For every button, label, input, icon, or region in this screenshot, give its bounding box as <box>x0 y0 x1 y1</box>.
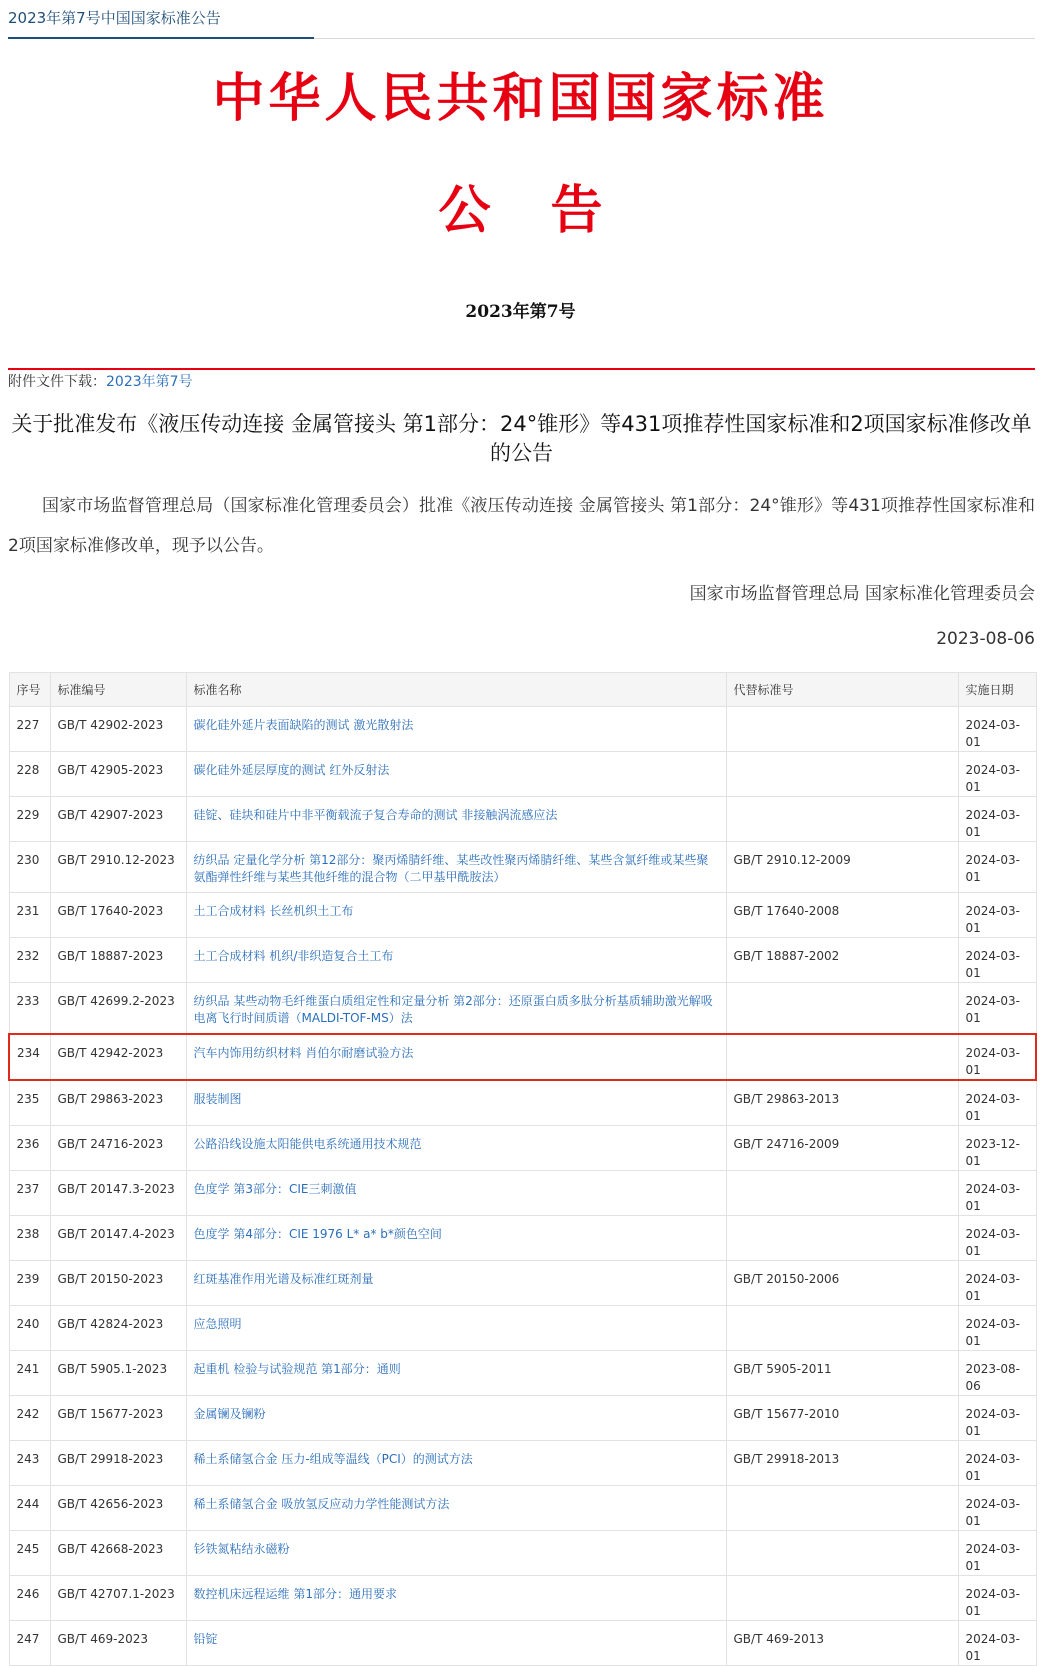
cell-code: GB/T 42824-2023 <box>50 1306 186 1351</box>
cell-code: GB/T 17640-2023 <box>50 893 186 938</box>
cell-date: 2024-03-01 <box>958 938 1036 983</box>
cell-replaces <box>726 1034 958 1080</box>
cell-name-link[interactable]: 公路沿线设施太阳能供电系统通用技术规范 <box>186 1126 726 1171</box>
table-row <box>9 1171 1036 1216</box>
cell-name-link[interactable]: 碳化硅外延层厚度的测试 红外反射法 <box>186 752 726 797</box>
cell-code: GB/T 42668-2023 <box>50 1531 186 1576</box>
cell-date: 2023-12-01 <box>958 1126 1036 1171</box>
issue-number: 2023年第7号 <box>465 302 576 322</box>
cell-replaces: GB/T 18887-2002 <box>726 938 958 983</box>
cell-code: GB/T 42707.1-2023 <box>50 1576 186 1621</box>
cell-name-link[interactable]: 服装制图 <box>186 1080 726 1126</box>
cell-date: 2024-03-01 <box>958 1216 1036 1261</box>
cell-code: GB/T 20147.3-2023 <box>50 1171 186 1216</box>
cell-replaces <box>726 707 958 752</box>
cell-no: 235 <box>9 1080 50 1126</box>
table-row <box>9 707 1036 752</box>
notice-title: 关于批准发布《液压传动连接 金属管接头 第1部分：24°锥形》等431项推荐性国家标准和2项国家标准修改单的公告 <box>11 412 1032 465</box>
cell-date: 2024-03-01 <box>958 842 1036 893</box>
cell-code: GB/T 20150-2023 <box>50 1261 186 1306</box>
table-row <box>9 893 1036 938</box>
cell-no: 241 <box>9 1351 50 1396</box>
breadcrumb-bar <box>8 0 1035 39</box>
table-row <box>9 1621 1036 1666</box>
table-row <box>9 797 1036 842</box>
table-row <box>9 1441 1036 1486</box>
cell-name-link[interactable]: 金属镧及镧粉 <box>186 1396 726 1441</box>
table-row <box>9 1306 1036 1351</box>
column-header-date: 实施日期 <box>958 673 1036 707</box>
table-row <box>9 1216 1036 1261</box>
table-row-highlighted <box>9 1034 1036 1080</box>
notice-signer: 国家市场监督管理总局 国家标准化管理委员会 <box>689 584 1035 604</box>
cell-name-link[interactable]: 土工合成材料 长丝机织土工布 <box>186 893 726 938</box>
cell-code: GB/T 42905-2023 <box>50 752 186 797</box>
standards-table <box>8 672 1037 1666</box>
table-row <box>9 752 1036 797</box>
cell-code: GB/T 29863-2023 <box>50 1080 186 1126</box>
table-header-row <box>9 673 1036 707</box>
red-divider <box>8 368 1035 370</box>
attachment-line <box>8 371 193 391</box>
cell-date: 2024-03-01 <box>958 707 1036 752</box>
cell-replaces <box>726 1306 958 1351</box>
table-row <box>9 983 1036 1035</box>
cell-no: 247 <box>9 1621 50 1666</box>
cell-code: GB/T 29918-2023 <box>50 1441 186 1486</box>
cell-date: 2024-03-01 <box>958 983 1036 1035</box>
cell-no: 239 <box>9 1261 50 1306</box>
cell-no: 236 <box>9 1126 50 1171</box>
cell-replaces: GB/T 29918-2013 <box>726 1441 958 1486</box>
cell-replaces <box>726 1576 958 1621</box>
cell-date: 2024-03-01 <box>958 1576 1036 1621</box>
cell-replaces: GB/T 20150-2006 <box>726 1261 958 1306</box>
cell-name-link[interactable]: 稀土系储氢合金 压力-组成等温线（PCI）的测试方法 <box>186 1441 726 1486</box>
cell-replaces <box>726 797 958 842</box>
cell-name-link[interactable]: 碳化硅外延片表面缺陷的测试 激光散射法 <box>186 707 726 752</box>
cell-name-link[interactable]: 稀土系储氢合金 吸放氢反应动力学性能测试方法 <box>186 1486 726 1531</box>
cell-no: 229 <box>9 797 50 842</box>
cell-name-link[interactable]: 硅锭、硅块和硅片中非平衡载流子复合寿命的测试 非接触涡流感应法 <box>186 797 726 842</box>
cell-no: 228 <box>9 752 50 797</box>
cell-no: 244 <box>9 1486 50 1531</box>
table-row <box>9 938 1036 983</box>
document-subtitle: 公告 <box>438 180 663 241</box>
cell-no: 242 <box>9 1396 50 1441</box>
cell-code: GB/T 15677-2023 <box>50 1396 186 1441</box>
cell-replaces <box>726 1216 958 1261</box>
cell-code: GB/T 42699.2-2023 <box>50 983 186 1035</box>
cell-date: 2024-03-01 <box>958 1034 1036 1080</box>
cell-date: 2024-03-01 <box>958 1441 1036 1486</box>
cell-name-link[interactable]: 应急照明 <box>186 1306 726 1351</box>
cell-code: GB/T 24716-2023 <box>50 1126 186 1171</box>
cell-code: GB/T 42902-2023 <box>50 707 186 752</box>
cell-date: 2024-03-01 <box>958 752 1036 797</box>
cell-no: 245 <box>9 1531 50 1576</box>
notice-date: 2023-08-06 <box>936 629 1035 649</box>
table-row <box>9 1126 1036 1171</box>
attachment-label: 附件文件下载： <box>8 374 106 390</box>
cell-no: 243 <box>9 1441 50 1486</box>
cell-date: 2024-03-01 <box>958 1306 1036 1351</box>
cell-date: 2023-08-06 <box>958 1351 1036 1396</box>
table-row <box>9 1486 1036 1531</box>
cell-no: 232 <box>9 938 50 983</box>
cell-code: GB/T 42942-2023 <box>50 1034 186 1080</box>
cell-code: GB/T 18887-2023 <box>50 938 186 983</box>
column-header-replaces: 代替标准号 <box>726 673 958 707</box>
cell-name-link[interactable]: 纺织品 某些动物毛纤维蛋白质组定性和定量分析 第2部分：还原蛋白质多肽分析基质辅助激光解吸电离飞行时间质谱（MALDI-TOF-MS）法 <box>186 983 726 1035</box>
cell-date: 2024-03-01 <box>958 1396 1036 1441</box>
cell-date: 2024-03-01 <box>958 1261 1036 1306</box>
breadcrumb[interactable]: 2023年第7号中国国家标准公告 <box>8 9 221 27</box>
cell-replaces: GB/T 2910.12-2009 <box>726 842 958 893</box>
table-row <box>9 1531 1036 1576</box>
cell-no: 233 <box>9 983 50 1035</box>
cell-name-link[interactable]: 土工合成材料 机织/非织造复合土工布 <box>186 938 726 983</box>
cell-date: 2024-03-01 <box>958 893 1036 938</box>
cell-no: 230 <box>9 842 50 893</box>
cell-code: GB/T 5905.1-2023 <box>50 1351 186 1396</box>
cell-date: 2024-03-01 <box>958 1531 1036 1576</box>
cell-no: 227 <box>9 707 50 752</box>
cell-name-link[interactable]: 数控机床远程运维 第1部分：通用要求 <box>186 1576 726 1621</box>
cell-no: 246 <box>9 1576 50 1621</box>
cell-replaces <box>726 752 958 797</box>
cell-name-link[interactable]: 钐铁氮粘结永磁粉 <box>186 1531 726 1576</box>
cell-date: 2024-03-01 <box>958 1171 1036 1216</box>
cell-code: GB/T 469-2023 <box>50 1621 186 1666</box>
notice-body: 国家市场监督管理总局（国家标准化管理委员会）批准《液压传动连接 金属管接头 第1部分：24°锥形》等431项推荐性国家标准和2项国家标准修改单，现予以公告。 <box>8 496 1035 556</box>
table-row <box>9 1080 1036 1126</box>
cell-no: 238 <box>9 1216 50 1261</box>
table-row <box>9 1396 1036 1441</box>
column-header-code: 标准编号 <box>50 673 186 707</box>
document-main-title: 中华人民共和国国家标准 <box>212 68 829 129</box>
cell-no: 240 <box>9 1306 50 1351</box>
cell-replaces: GB/T 15677-2010 <box>726 1396 958 1441</box>
cell-date: 2024-03-01 <box>958 797 1036 842</box>
cell-replaces: GB/T 24716-2009 <box>726 1126 958 1171</box>
table-row <box>9 1261 1036 1306</box>
column-header-name: 标准名称 <box>186 673 726 707</box>
cell-code: GB/T 42907-2023 <box>50 797 186 842</box>
cell-name-link[interactable]: 起重机 检验与试验规范 第1部分：通则 <box>186 1351 726 1396</box>
cell-date: 2024-03-01 <box>958 1080 1036 1126</box>
cell-code: GB/T 2910.12-2023 <box>50 842 186 893</box>
cell-replaces <box>726 1171 958 1216</box>
cell-replaces: GB/T 29863-2013 <box>726 1080 958 1126</box>
cell-replaces: GB/T 469-2013 <box>726 1621 958 1666</box>
cell-no: 237 <box>9 1171 50 1216</box>
cell-name-link[interactable]: 红斑基准作用光谱及标准红斑剂量 <box>186 1261 726 1306</box>
cell-no: 231 <box>9 893 50 938</box>
attachment-link[interactable]: 2023年第7号 <box>106 374 193 390</box>
breadcrumb-underline <box>8 37 314 39</box>
cell-code: GB/T 42656-2023 <box>50 1486 186 1531</box>
cell-name-link[interactable]: 汽车内饰用纺织材料 肖伯尔耐磨试验方法 <box>186 1034 726 1080</box>
column-header-no: 序号 <box>9 673 50 707</box>
cell-replaces <box>726 1531 958 1576</box>
cell-date: 2024-03-01 <box>958 1486 1036 1531</box>
cell-no: 234 <box>9 1034 50 1080</box>
cell-code: GB/T 20147.4-2023 <box>50 1216 186 1261</box>
cell-replaces: GB/T 5905-2011 <box>726 1351 958 1396</box>
table-row <box>9 842 1036 893</box>
table-row <box>9 1351 1036 1396</box>
cell-date: 2024-03-01 <box>958 1621 1036 1666</box>
cell-replaces: GB/T 17640-2008 <box>726 893 958 938</box>
cell-name-link[interactable]: 铅锭 <box>186 1621 726 1666</box>
table-row <box>9 1576 1036 1621</box>
cell-name-link[interactable]: 色度学 第3部分：CIE三刺激值 <box>186 1171 726 1216</box>
cell-name-link[interactable]: 纺织品 定量化学分析 第12部分：聚丙烯腈纤维、某些改性聚丙烯腈纤维、某些含氯纤维或某些聚氨酯弹性纤维与某些其他纤维的混合物（二甲基甲酰胺法） <box>186 842 726 893</box>
cell-replaces <box>726 1486 958 1531</box>
cell-replaces <box>726 983 958 1035</box>
cell-name-link[interactable]: 色度学 第4部分：CIE 1976 L* a* b*颜色空间 <box>186 1216 726 1261</box>
